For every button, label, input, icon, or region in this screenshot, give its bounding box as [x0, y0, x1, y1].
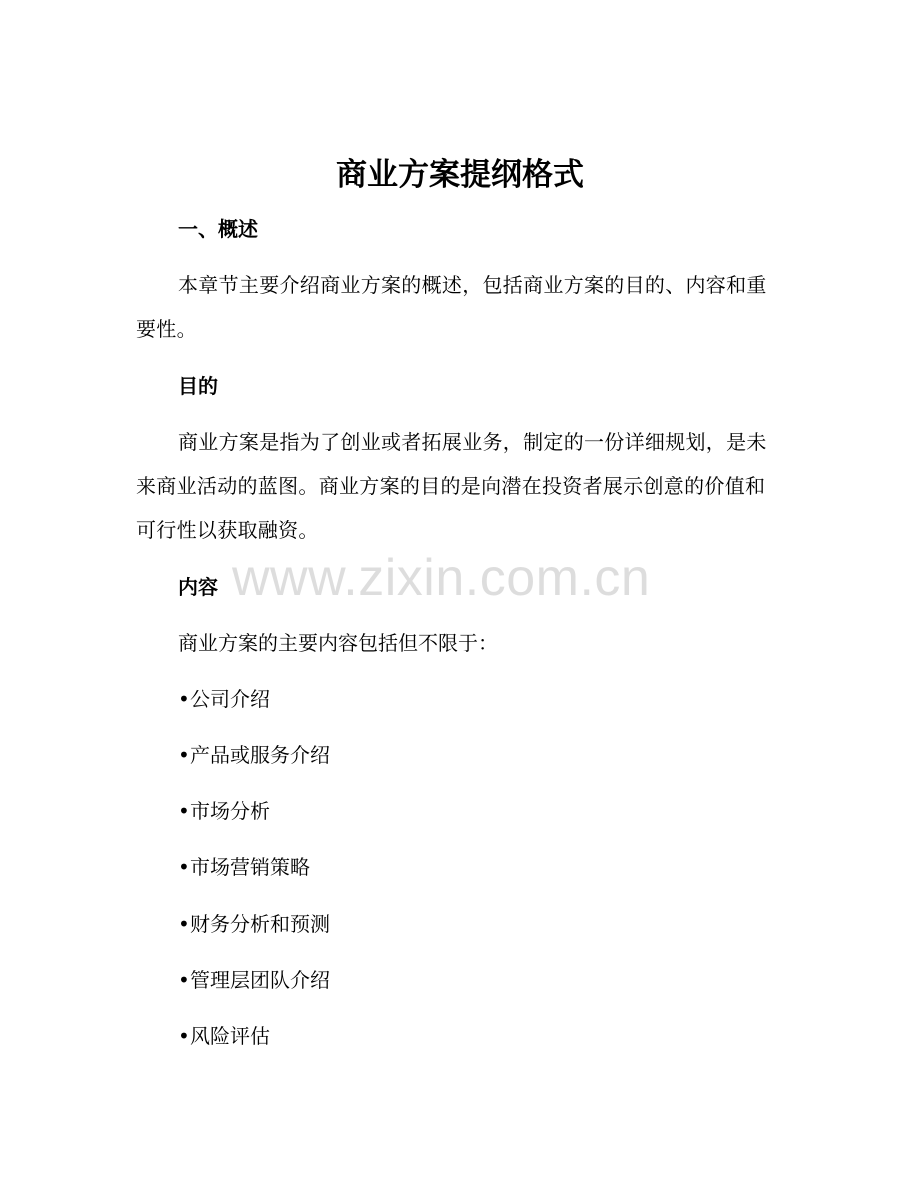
- bullet-icon: •: [178, 799, 190, 823]
- list-item: [178, 966, 330, 994]
- list-item-label: 市场营销策略: [190, 855, 310, 879]
- list-item: [178, 741, 330, 769]
- list-item-label: 管理层团队介绍: [190, 968, 330, 992]
- document-title: 商业方案提纲格式: [336, 157, 584, 193]
- list-item: [178, 1022, 270, 1050]
- list-item-label: 市场分析: [190, 799, 270, 823]
- bullet-icon: •: [178, 687, 190, 711]
- bullet-icon: •: [178, 1024, 190, 1048]
- list-item: [178, 797, 270, 825]
- list-item: [178, 853, 310, 881]
- section-heading-content: 内容: [178, 575, 218, 599]
- watermark: www.zixin.com.cn: [232, 549, 651, 607]
- list-item: [178, 910, 330, 938]
- list-item: [178, 685, 270, 713]
- list-item-label: 财务分析和预测: [190, 912, 330, 936]
- bullet-icon: •: [178, 855, 190, 879]
- overview-paragraph: 本章节主要介绍商业方案的概述，包括商业方案的目的、内容和重要性。: [136, 273, 767, 341]
- bullet-icon: •: [178, 743, 190, 767]
- content-intro: 商业方案的主要内容包括但不限于：: [178, 631, 498, 655]
- section-heading-purpose: 目的: [178, 374, 218, 398]
- list-item-label: 风险评估: [190, 1024, 270, 1048]
- list-item-label: 公司介绍: [190, 687, 270, 711]
- section-heading-overview: 一、概述: [178, 217, 258, 241]
- list-item-label: 产品或服务介绍: [190, 743, 330, 767]
- bullet-icon: •: [178, 912, 190, 936]
- bullet-icon: •: [178, 968, 190, 992]
- purpose-paragraph: 商业方案是指为了创业或者拓展业务，制定的一份详细规划，是未来商业活动的蓝图。商业方案的目的是向潜在投资者展示创意的价值和可行性以获取融资。: [136, 430, 767, 542]
